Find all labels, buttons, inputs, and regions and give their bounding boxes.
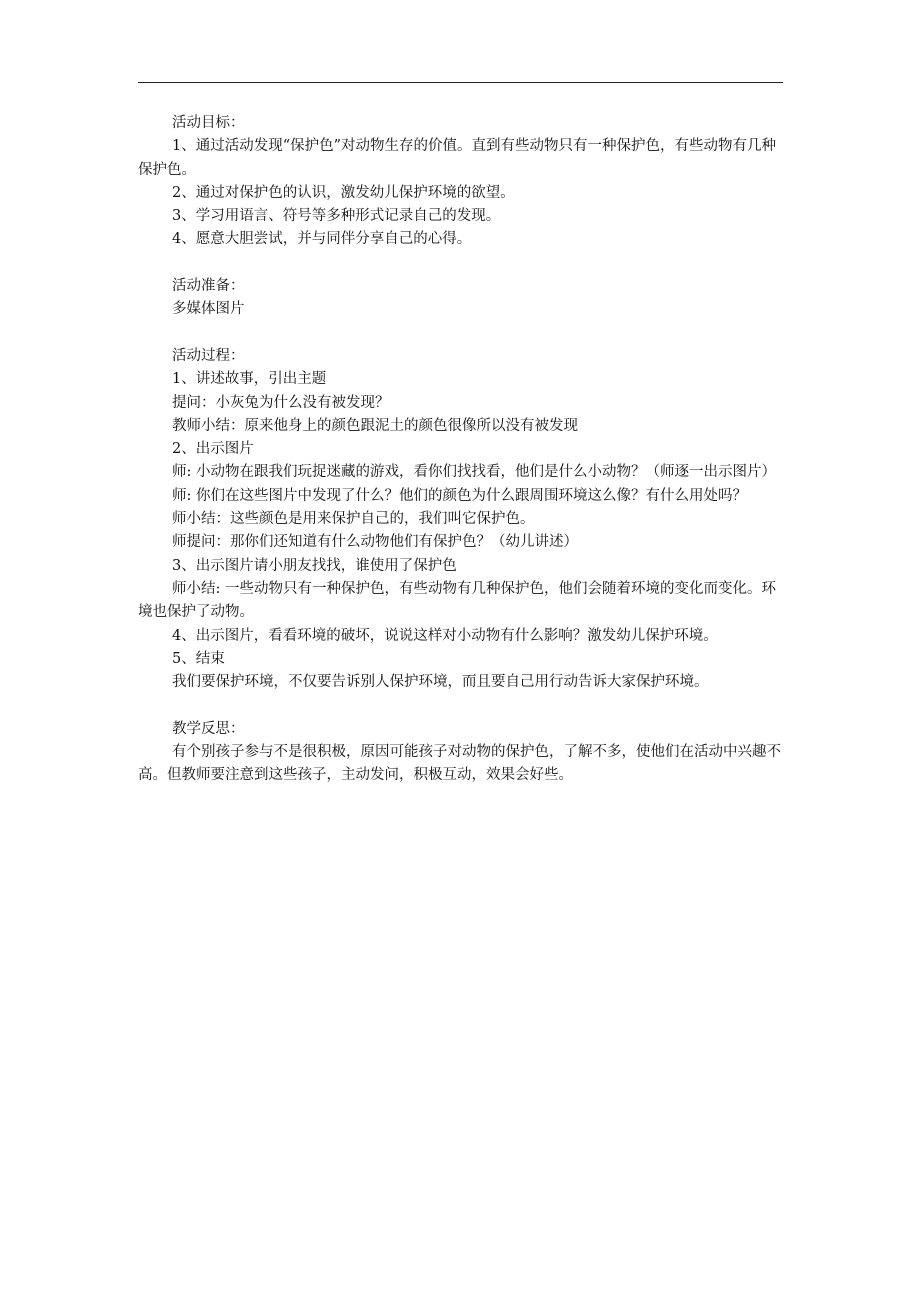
process-teacher-summary: 师小结: 一些动物只有一种保护色，有些动物有几种保护色，他们会随着环境的变化而变化。环境也保护了动物。 bbox=[138, 580, 776, 621]
section-heading-preparation: 活动准备： bbox=[172, 278, 245, 295]
process-teacher-line: 师: 小动物在跟我们玩捉迷藏的游戏，看你们找找看，他们是什么小动物？（师逐一出示图片） bbox=[172, 464, 776, 481]
process-step-4: 4、出示图片，看看环境的破坏，说说这样对小动物有什么影响？激发幼儿保护环境。 bbox=[172, 627, 718, 644]
process-step-5: 5、结束 bbox=[172, 650, 225, 667]
section-spacer bbox=[138, 322, 783, 345]
preparation-item: 多媒体图片 bbox=[172, 301, 245, 318]
process-teacher-question: 师提问：那你们还知道有什么动物他们有保护色？（幼儿讲述） bbox=[172, 534, 578, 551]
section-heading-reflection: 教学反思： bbox=[172, 720, 245, 737]
process-summary: 教师小结：原来他身上的颜色跟泥土的颜色很像所以没有被发现 bbox=[172, 417, 578, 434]
process-step-1: 1、讲述故事，引出主题 bbox=[172, 371, 327, 388]
section-heading-process: 活动过程： bbox=[172, 347, 245, 364]
process-conclusion: 我们要保护环境，不仅要告诉别人保护环境，而且要自己用行动告诉大家保护环境。 bbox=[172, 674, 709, 691]
process-teacher-summary: 师小结：这些颜色是用来保护自己的，我们叫它保护色。 bbox=[172, 511, 535, 528]
section-spacer bbox=[138, 694, 783, 717]
reflection-paragraph: 有个别孩子参与不是很积极，原因可能孩子对动物的保护色，了解不多，使他们在活动中兴趣不高。但教师要注意到这些孩子，主动发问，积极互动，效果会好些。 bbox=[138, 744, 781, 784]
goal-item-3: 3、学习用语言、符号等多种形式记录自己的发现。 bbox=[172, 208, 501, 225]
process-teacher-line: 师: 你们在这些图片中发现了什么？他们的颜色为什么跟周围环境这么像？有什么用处吗？ bbox=[172, 487, 747, 504]
process-step-2: 2、出示图片 bbox=[172, 441, 254, 458]
section-heading-goals: 活动目标： bbox=[172, 115, 245, 131]
header-rule bbox=[138, 82, 783, 83]
process-step-3: 3、出示图片请小朋友找找，谁使用了保护色 bbox=[172, 557, 457, 574]
goal-item-4: 4、愿意大胆尝试，并与同伴分享自己的心得。 bbox=[172, 231, 472, 248]
goal-item-2: 2、通过对保护色的认识，激发幼儿保护环境的欲望。 bbox=[172, 184, 515, 201]
goal-item-1: 1、通过活动发现“保护色”对动物生存的价值。直到有些动物只有一种保护色，有些动物有几种保护色。 bbox=[138, 138, 777, 178]
section-spacer bbox=[138, 252, 783, 275]
process-question: 提问：小灰兔为什么没有被发现？ bbox=[172, 394, 390, 411]
document-body bbox=[138, 112, 783, 788]
